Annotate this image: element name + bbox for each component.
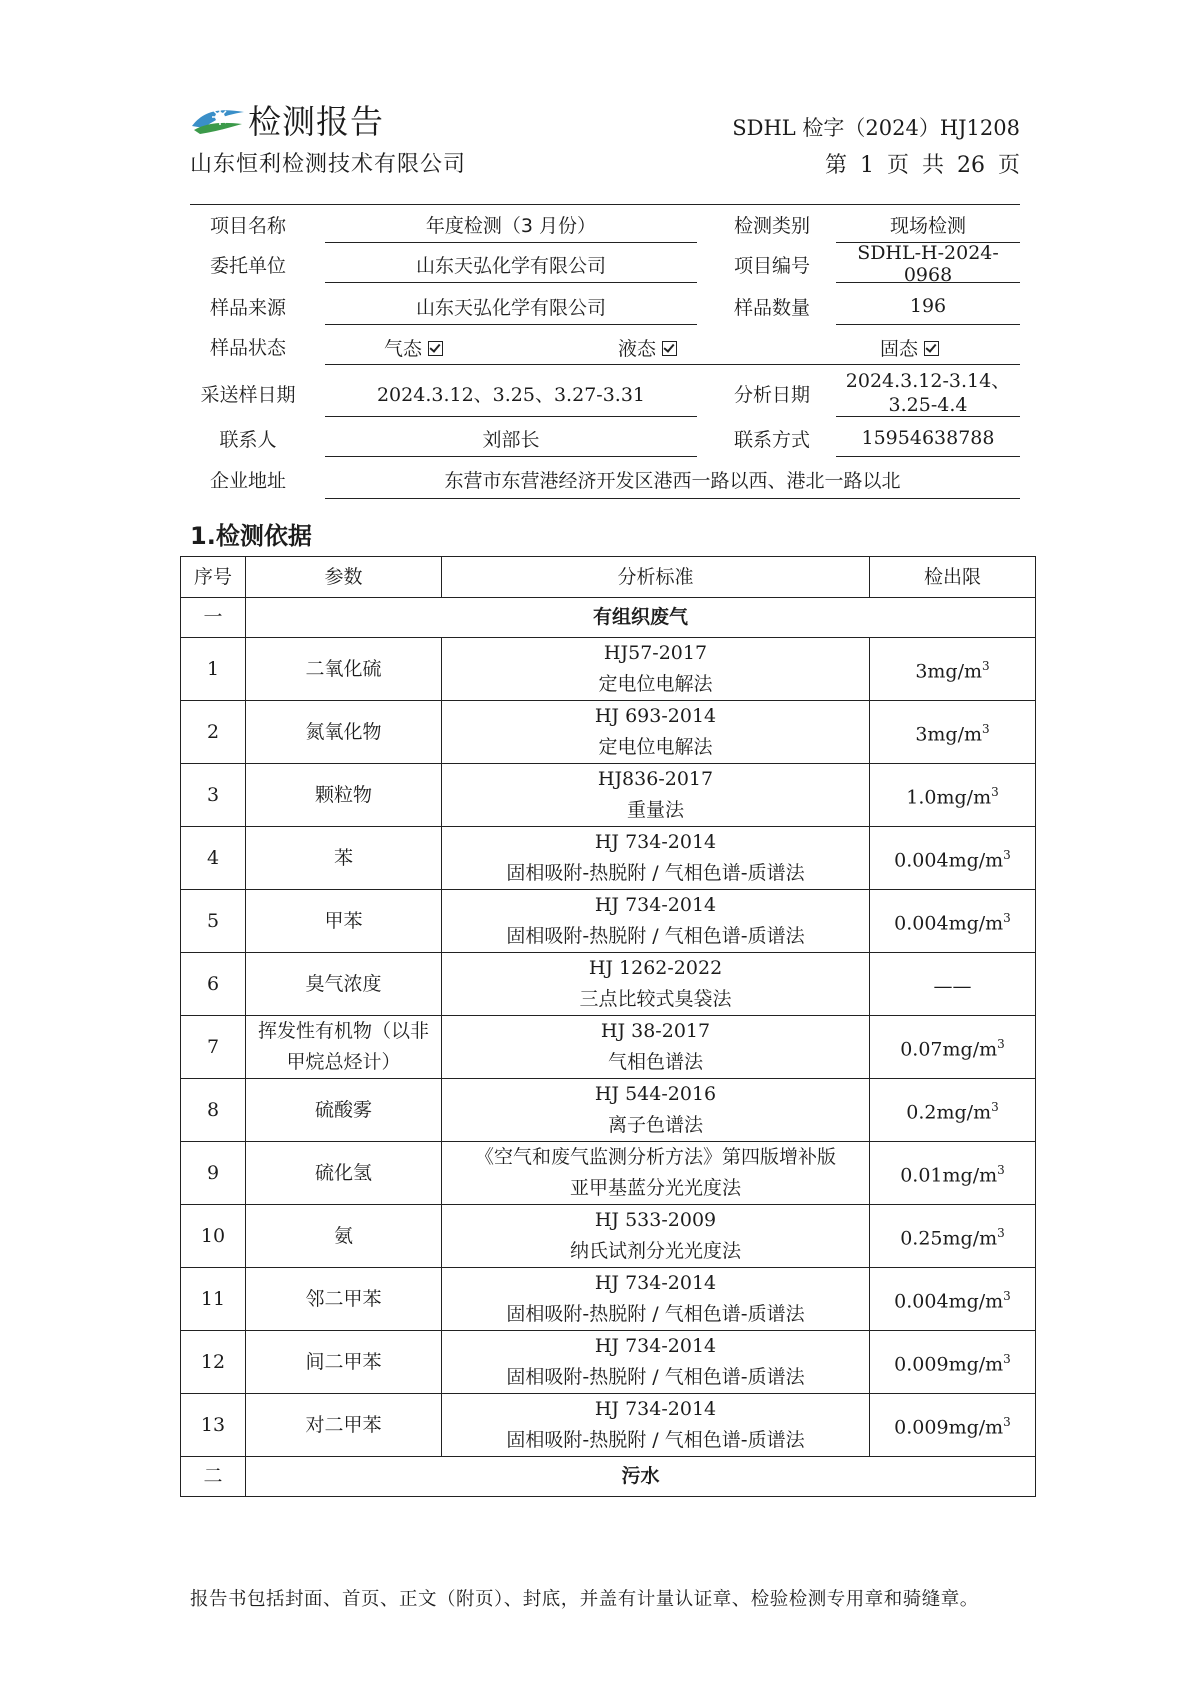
- standard-method: 固相吸附-热脱附 / 气相色谱-质谱法: [506, 862, 805, 884]
- limit-value: 0.009mg/m: [894, 1353, 1004, 1376]
- standard-code: HJ 734-2014: [594, 1272, 717, 1294]
- unit-exponent: 3: [997, 1162, 1005, 1177]
- row-seq: 7: [181, 1016, 246, 1079]
- unit-exponent: 3: [982, 658, 990, 673]
- group-row-1: [181, 598, 1036, 638]
- client-label: 委托单位: [209, 254, 286, 277]
- table-row: [181, 1016, 1036, 1079]
- table-row: [181, 827, 1036, 890]
- unit-exponent: 3: [1003, 1351, 1011, 1366]
- limit-value: 0.004mg/m: [894, 849, 1004, 872]
- row-seq: 10: [181, 1205, 246, 1268]
- limit-value: 3mg/m: [915, 723, 983, 746]
- info-row-source: [190, 288, 1020, 328]
- header-divider: [190, 204, 1020, 205]
- row-standard: [442, 890, 870, 953]
- row-standard: [442, 1205, 870, 1268]
- analysis-date-line1: 2024.3.12-3.14、: [845, 370, 1011, 392]
- row-limit: [870, 1079, 1036, 1142]
- standard-method: 纳氏试剂分光光度法: [569, 1240, 741, 1262]
- row-standard: [442, 953, 870, 1016]
- unit-exponent: 3: [1003, 1414, 1011, 1429]
- row-standard: [442, 1142, 870, 1205]
- company-logo: [190, 102, 246, 136]
- analysis-date-value: [836, 370, 1020, 417]
- project-name-label: 项目名称: [209, 214, 286, 237]
- checked-box-icon: [924, 341, 939, 356]
- table-row: [181, 764, 1036, 827]
- standard-method: 定电位电解法: [598, 673, 713, 695]
- info-row-contact: [190, 420, 1020, 460]
- header-seq: 序号: [181, 557, 246, 598]
- row-param: 臭气浓度: [246, 953, 442, 1016]
- row-limit: [870, 890, 1036, 953]
- limit-value: 0.07mg/m: [900, 1038, 998, 1061]
- sampling-date-value: 2024.3.12、3.25、3.27-3.31: [325, 370, 697, 417]
- state-liquid: [618, 334, 677, 361]
- row-standard: [442, 1268, 870, 1331]
- row-param: 二氧化硫: [246, 638, 442, 701]
- table-header-row: [181, 557, 1036, 598]
- standard-code: HJ836-2017: [597, 768, 714, 790]
- header-standard: 分析标准: [442, 557, 870, 598]
- row-seq: 4: [181, 827, 246, 890]
- row-limit: [870, 638, 1036, 701]
- table-row: [181, 1331, 1036, 1394]
- limit-value: 0.2mg/m: [906, 1101, 992, 1124]
- unit-exponent: 3: [997, 1225, 1005, 1240]
- row-standard: [442, 1016, 870, 1079]
- standard-method: 离子色谱法: [607, 1114, 703, 1136]
- contact-method-label: 联系方式: [733, 428, 810, 451]
- company-name: 山东恒利检测技术有限公司: [190, 152, 467, 177]
- state-solid-label: 固态: [880, 338, 919, 360]
- row-limit: [870, 764, 1036, 827]
- table-row: [181, 1394, 1036, 1457]
- report-header: [190, 96, 1020, 196]
- brand-title: 检测报告: [248, 102, 384, 141]
- row-seq: 5: [181, 890, 246, 953]
- page-indicator: 第 1 页 共 26 页: [825, 153, 1020, 178]
- test-type-label: 检测类别: [733, 214, 810, 237]
- table-row: [181, 890, 1036, 953]
- contact-value: 刘部长: [325, 420, 697, 457]
- row-limit: [870, 953, 1036, 1016]
- report-number: SDHL 检字（2024）HJ1208: [732, 116, 1020, 140]
- standard-method: 气相色谱法: [607, 1051, 703, 1073]
- sample-state-label: 样品状态: [209, 336, 286, 359]
- state-liquid-label: 液态: [618, 338, 657, 360]
- group-name: 污水: [246, 1457, 1036, 1497]
- unit-exponent: 3: [1003, 847, 1011, 862]
- state-gas: [384, 334, 443, 361]
- row-param: 挥发性有机物（以非甲烷总烃计）: [246, 1016, 442, 1079]
- limit-value: 0.004mg/m: [894, 912, 1004, 935]
- sample-source-value: 山东天弘化学有限公司: [325, 288, 697, 325]
- row-limit: [870, 1394, 1036, 1457]
- row-limit: [870, 1142, 1036, 1205]
- limit-value: 0.009mg/m: [894, 1416, 1004, 1439]
- table-row: [181, 1142, 1036, 1205]
- footer-note: 报告书包括封面、首页、正文（附页）、封底，并盖有计量认证章、检验检测专用章和骑缝章。: [190, 1589, 979, 1610]
- row-param: 颗粒物: [246, 764, 442, 827]
- row-standard: [442, 638, 870, 701]
- group-row-2: [181, 1457, 1036, 1497]
- standard-code: HJ 734-2014: [594, 1398, 717, 1420]
- row-standard: [442, 827, 870, 890]
- sample-qty-value: 196: [836, 288, 1020, 325]
- section-title: 1.检测依据: [190, 522, 312, 550]
- standard-code: HJ57-2017: [603, 642, 708, 664]
- unit-exponent: 3: [991, 784, 999, 799]
- project-no-label: 项目编号: [733, 254, 810, 277]
- unit-exponent: 3: [1003, 910, 1011, 925]
- row-standard: [442, 701, 870, 764]
- unit-exponent: 3: [997, 1036, 1005, 1051]
- address-label: 企业地址: [209, 469, 286, 492]
- limit-value: 0.25mg/m: [900, 1227, 998, 1250]
- row-param: 邻二甲苯: [246, 1268, 442, 1331]
- sample-qty-label: 样品数量: [733, 296, 810, 319]
- row-seq: 8: [181, 1079, 246, 1142]
- row-seq: 6: [181, 953, 246, 1016]
- info-row-client: [190, 242, 1020, 288]
- contact-method-value: 15954638788: [836, 420, 1020, 457]
- checked-box-icon: [662, 341, 677, 356]
- row-limit: [870, 1331, 1036, 1394]
- row-seq: 3: [181, 764, 246, 827]
- client-value: 山东天弘化学有限公司: [325, 246, 697, 283]
- analysis-date-line2: 3.25-4.4: [888, 394, 968, 416]
- info-row-project: [190, 206, 1020, 246]
- unit-exponent: 3: [1003, 1288, 1011, 1303]
- standard-code: HJ 693-2014: [594, 705, 717, 727]
- row-param: 硫化氢: [246, 1142, 442, 1205]
- standard-method: 定电位电解法: [598, 736, 713, 758]
- unit-exponent: 3: [991, 1099, 999, 1114]
- row-seq: 9: [181, 1142, 246, 1205]
- standard-method: 亚甲基蓝分光光度法: [569, 1177, 741, 1199]
- state-gas-label: 气态: [384, 338, 423, 360]
- row-param: 苯: [246, 827, 442, 890]
- header-param: 参数: [246, 557, 442, 598]
- row-limit: [870, 1016, 1036, 1079]
- table-row: [181, 1079, 1036, 1142]
- group-name: 有组织废气: [246, 598, 1036, 638]
- info-row-state: [190, 328, 1020, 370]
- standard-code: HJ 533-2009: [594, 1209, 717, 1231]
- row-param: 氨: [246, 1205, 442, 1268]
- project-no-value: SDHL-H-2024-0968: [836, 246, 1020, 283]
- standard-code: 《空气和废气监测分析方法》第四版增补版: [474, 1146, 836, 1168]
- standard-code: HJ 734-2014: [594, 1335, 717, 1357]
- header-limit: 检出限: [870, 557, 1036, 598]
- group-seq: 二: [181, 1457, 246, 1497]
- unit-exponent: 3: [982, 721, 990, 736]
- info-row-address: [190, 460, 1020, 502]
- standard-code: HJ 544-2016: [594, 1083, 717, 1105]
- sampling-date-label: 采送样日期: [200, 383, 296, 406]
- standard-code: HJ 38-2017: [600, 1020, 711, 1042]
- limit-value: ——: [933, 975, 972, 998]
- row-standard: [442, 1331, 870, 1394]
- checked-box-icon: [428, 341, 443, 356]
- sample-source-label: 样品来源: [209, 296, 286, 319]
- state-solid: [880, 334, 939, 361]
- row-param: 甲苯: [246, 890, 442, 953]
- table-row: [181, 701, 1036, 764]
- table-row: [181, 953, 1036, 1016]
- row-standard: [442, 1079, 870, 1142]
- row-standard: [442, 764, 870, 827]
- row-param: 对二甲苯: [246, 1394, 442, 1457]
- standard-code: HJ 1262-2022: [588, 957, 723, 979]
- analysis-date-label: 分析日期: [733, 383, 810, 406]
- standard-method: 固相吸附-热脱附 / 气相色谱-质谱法: [506, 1429, 805, 1451]
- row-seq: 2: [181, 701, 246, 764]
- row-param: 间二甲苯: [246, 1331, 442, 1394]
- info-row-dates: [190, 370, 1020, 420]
- row-seq: 12: [181, 1331, 246, 1394]
- row-param: 硫酸雾: [246, 1079, 442, 1142]
- contact-label: 联系人: [219, 428, 277, 451]
- address-value: 东营市东营港经济开发区港西一路以西、港北一路以北: [325, 460, 1020, 499]
- group-seq: 一: [181, 598, 246, 638]
- row-limit: [870, 1268, 1036, 1331]
- limit-value: 3mg/m: [915, 660, 983, 683]
- project-name-value: 年度检测（3 月份）: [325, 206, 697, 243]
- row-param: 氮氧化物: [246, 701, 442, 764]
- test-type-value: 现场检测: [836, 206, 1020, 243]
- standard-code: HJ 734-2014: [594, 894, 717, 916]
- table-row: [181, 1205, 1036, 1268]
- row-seq: 11: [181, 1268, 246, 1331]
- row-seq: 1: [181, 638, 246, 701]
- standard-method: 固相吸附-热脱附 / 气相色谱-质谱法: [506, 1303, 805, 1325]
- row-standard: [442, 1394, 870, 1457]
- standard-code: HJ 734-2014: [594, 831, 717, 853]
- standard-method: 固相吸附-热脱附 / 气相色谱-质谱法: [506, 1366, 805, 1388]
- limit-value: 0.004mg/m: [894, 1290, 1004, 1313]
- standard-method: 重量法: [626, 799, 684, 821]
- table-row: [181, 1268, 1036, 1331]
- standard-method: 固相吸附-热脱附 / 气相色谱-质谱法: [506, 925, 805, 947]
- row-seq: 13: [181, 1394, 246, 1457]
- standard-method: 三点比较式臭袋法: [579, 988, 732, 1010]
- row-limit: [870, 827, 1036, 890]
- limit-value: 1.0mg/m: [906, 786, 992, 809]
- table-row: [181, 638, 1036, 701]
- row-limit: [870, 701, 1036, 764]
- limit-value: 0.01mg/m: [900, 1164, 998, 1187]
- row-limit: [870, 1205, 1036, 1268]
- standards-table: [180, 556, 1036, 1497]
